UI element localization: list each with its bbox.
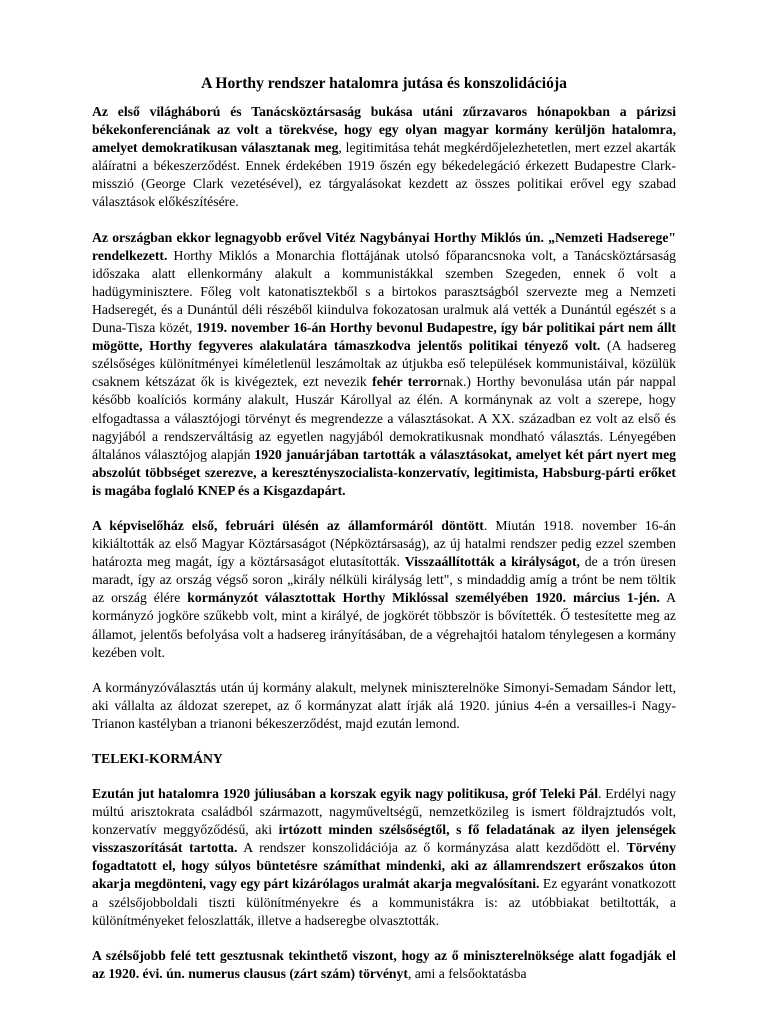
text-segment: Ez egyaránt vonatkozott a szélsőjobboldali tiszti különítményekre és a kommunistákra is: az utóbbiakat betiltották, a különítményeket feloszlatták, illetve a hadseregbe olvasztották. [92,876,676,928]
text-segment: nak.) Horthy bevonulása után pár nappal később koalíciós kormány alakult, Huszár Károllyal az élén. A kormánynak az volt a szerepe, hogy elfogadtassa a választójogi törvényt és megrendezze a választásokat. A XX. században ez volt az első és nagyjából a rendszerváltásig az egyetlen nagyjából demokratikusnak mondható választás. Lényegében általános választójog alapján [92,374,676,462]
bold-text-segment: Az országban ekkor legnagyobb erővel Vitéz Nagybányai Horthy Miklós ún. „Nemzeti Hadserege" rendelkezett. [92,229,676,263]
text-segment: de a trón üresen maradt, így az ország végső soron „király nélküli királyság lett", s mindaddig amíg a trónt be nem töltik az ország élére [92,554,677,606]
bold-text-segment: A szélsőjobb felé tett gesztusnak tekinthető viszont, hogy az ő miniszterelnöksége alatt fogadják el az 1920. évi. ún. numerus clausus (zárt szám) törvényt [92,947,676,981]
text-segment: A kormányzó jogköre szűkebb volt, mint a királyé, de jogkörét többször is bővítették. Ő testesítette meg az államot, jelentős befolyása volt a hadsereg irányításában, de a végrehajtói hatalom ténylegesen a kormány kezében volt. [92,590,676,660]
document-body [92,103,676,733]
paragraph-horthy [92,229,676,500]
document-title: A Horthy rendszer hatalomra jutása és konszolidációja [201,75,567,92]
text-segment: A kormányzóválasztás után új kormány alakult, melynek miniszterelnöke Simonyi-Semadam Sándor lett, aki vállalta az áldozat szerepet, az ő kormányzat alatt írják alá 1920. június 4-én a versailles-i Nagy-Trianon kastélyban a trianoni békeszerződést, majd ezután lemond. [92,679,676,731]
bold-text-segment: kormányzót választottak Horthy Miklóssal személyében 1920. március 1-jén. [187,590,660,606]
text-segment: , ami a felsőoktatásba [407,965,527,981]
text-segment: Horthy Miklós a Monarchia flottájának utolsó főparancsnoka volt, a Tanácsköztársaság időszaka alatt ellenkormány alakult a kommunistákkal szemben Szegeden, ennek ő volt a hadügyminisztere. Főleg volt katonatisztekből s a birtokos parasztságból szervezte meg a Nemzeti Hadseregét, és a Dunántúl déli részéből kiindulva fokozatosan uralmuk alá vették a Dunántúl egészét s a Duna-Tisza közét, [92,247,676,336]
section-heading: TELEKI-KORMÁNY [92,751,223,766]
paragraph-kepviselohaz [92,517,676,662]
bold-text-segment: fehér terror [372,374,444,390]
bold-text-segment: Törvény fogadtatott el, hogy súlyos büntetésre számíthat mindenki, aki az államrendszert erőszakos úton akarja megdönteni, vagy egy párt kizárólagos uralmát akarja megvalósítani. [92,840,676,892]
bold-text-segment: 1919. november 16-án Horthy bevonul Budapestre, így bár politikai párt nem állt mögötte, Horthy fegyveres alakulatára támaszkodva jelentős politikai tényező volt. [92,320,676,354]
paragraph-teleki [92,785,676,930]
bold-text-segment: 1920 januárjában tartották a választásokat, amelyet két párt nyert meg abszolút többséget szerezve, a keresztényszocialista-konzervatív, legitimista, Habsburg-párti erőket is magába foglaló KNEP és a Kisgazdapárt. [92,446,676,498]
bold-text-segment: Ezután jut hatalomra 1920 júliusában a korszak egyik nagy politikusa, gróf Teleki Pál [92,786,599,801]
bold-text-segment: Visszaállították a királyságot, [404,554,580,570]
text-segment: A rendszer konszolidációja az ő kormányzása alatt kezdődött el. [237,840,627,856]
text-segment: , legitimitása tehát megkérdőjelezhetetlen, mert ezzel akarták aláíratni a békeszerződést. Ennek érdekében 1919 őszén egy békedelegáció érkezett Budapestre Clark-misszió (George Clark vezetésével), ez tárgyalásokat kezdett az összes politikai erővel egy szabad választások előkészítésére. [92,140,676,210]
bold-text-segment: A képviselőház első, februári ülésén az államformáról döntött [92,517,484,533]
section-body [92,785,676,983]
paragraph-numerus-clausus [92,947,676,983]
paragraph-intro [92,103,676,212]
text-segment: (A hadsereg szélsőséges különítményei kíméletlenül leszámoltak az útjukba eső települések kommunistáival, közülük csaknem kétszázat ők is kivégeztek, ezt nevezik [92,338,676,390]
bold-text-segment: Az első világháború és Tanácsköztársaság bukása utáni zűrzavaros hónapokban a párizsi békekonferenciának az volt a törekvése, hogy egy olyan magyar kormány kerüljön hatalomra, amelyet demokratikusan választanak meg [92,104,676,156]
text-segment: . Miután 1918. november 16-án kikiáltották az első Magyar Köztársaságot (Népköztársaság), az új hatalmi rendszer pedig ezzel szemben határozta meg magát, így a köztársaságot elutasították. [92,517,676,570]
text-segment: . Erdélyi nagy múltú arisztokrata családból származott, nagyműveltségű, nemzetközileg is ismert földrajztudós volt, konzervatív meggyőződésű, aki [92,786,676,838]
paragraph-kormanyzovalasztas [92,679,676,733]
bold-text-segment: irtózott minden szélsőségtől, s fő feladatának az ilyen jelenségek visszaszorítását tartotta. [92,822,676,856]
